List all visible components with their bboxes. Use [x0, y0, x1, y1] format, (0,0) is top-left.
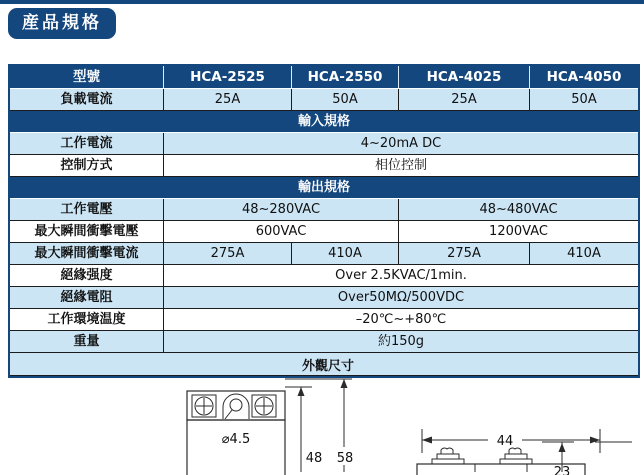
row-insulation-resistance: [10, 287, 638, 309]
row-label: 最大瞬間衝擊電流: [10, 243, 164, 265]
cell-value: 4~20mA DC: [164, 133, 638, 155]
row-working-voltage: [10, 199, 638, 221]
screw-terminal-icon: [192, 395, 216, 417]
row-max-surge-voltage: [10, 221, 638, 243]
row-label: 工作電流: [10, 133, 164, 155]
section-header: 輸出規格: [10, 177, 638, 199]
section-output-specs: [10, 177, 638, 199]
cell-value: Over50MΩ/500VDC: [164, 287, 638, 309]
cell-value: Over 2.5KVAC/1min.: [164, 265, 638, 287]
row-weight: [10, 331, 638, 353]
cell-value: 相位控制: [164, 155, 638, 177]
row-load-current: [10, 89, 638, 111]
row-max-surge-current: [10, 243, 638, 265]
cell-value: 25A: [399, 89, 530, 111]
dimensions-label: 外觀尺寸: [301, 359, 354, 374]
column-header-hca2525: HCA-2525: [164, 66, 292, 89]
page-title: 産品規格: [8, 8, 116, 39]
hole-diameter-label: ⌀4.5: [221, 432, 251, 447]
cell-value: 600VAC: [164, 221, 399, 243]
dim-height-body: [285, 387, 322, 472]
row-label: 工作電壓: [10, 199, 164, 221]
cell-value: 25A: [164, 89, 292, 111]
dim-58-label: 58: [336, 451, 354, 466]
cell-value: 275A: [164, 243, 292, 265]
row-insulation-strength: [10, 265, 638, 287]
cell-value: 275A: [399, 243, 530, 265]
cell-value: 約150g: [164, 331, 638, 353]
row-working-current: [10, 133, 638, 155]
dim-48-label: 48: [305, 451, 323, 466]
side-view: [417, 429, 600, 475]
terminal-screw-icon: [500, 448, 532, 464]
row-label: 絕緣電阻: [10, 287, 164, 309]
cell-value: 48~280VAC: [164, 199, 399, 221]
row-label: 工作環境温度: [10, 309, 164, 331]
top-accent-bar: [0, 0, 644, 4]
front-view: [187, 391, 285, 475]
column-header-hca4050: HCA-4050: [530, 66, 638, 89]
mounting-hole-icon: [223, 394, 249, 419]
screw-terminal-icon: [252, 395, 276, 417]
dim-23-label: 23: [553, 465, 571, 475]
section-dimensions: [10, 353, 638, 376]
spec-table: [8, 64, 640, 475]
section-input-specs: [10, 111, 638, 133]
cell-value: 410A: [292, 243, 399, 265]
row-operating-temp: [10, 309, 638, 331]
row-control-method: [10, 155, 638, 177]
terminal-screw-icon: [432, 448, 464, 464]
column-header-hca2550: HCA-2550: [292, 66, 399, 89]
cell-value: 48~480VAC: [399, 199, 638, 221]
row-label: 控制方式: [10, 155, 164, 177]
row-label: 最大瞬間衝擊電壓: [10, 221, 164, 243]
cell-value: 410A: [530, 243, 638, 265]
column-header-model: 型號: [10, 66, 164, 89]
row-label: 重量: [10, 331, 164, 353]
dimension-drawing: [10, 353, 634, 475]
row-label: 絕緣强度: [10, 265, 164, 287]
dimensions-cell: [10, 353, 638, 475]
section-header: 輸入規格: [10, 111, 638, 133]
dim-depth: [542, 442, 632, 475]
cell-value: 50A: [530, 89, 638, 111]
cell-value: 50A: [292, 89, 399, 111]
row-label: 負載電流: [10, 89, 164, 111]
table-header-row: [10, 66, 638, 89]
cell-value: 1200VAC: [399, 221, 638, 243]
column-header-hca4025: HCA-4025: [399, 66, 530, 89]
dim-44-label: 44: [496, 434, 514, 449]
cell-value: –20℃~+80℃: [164, 309, 638, 331]
